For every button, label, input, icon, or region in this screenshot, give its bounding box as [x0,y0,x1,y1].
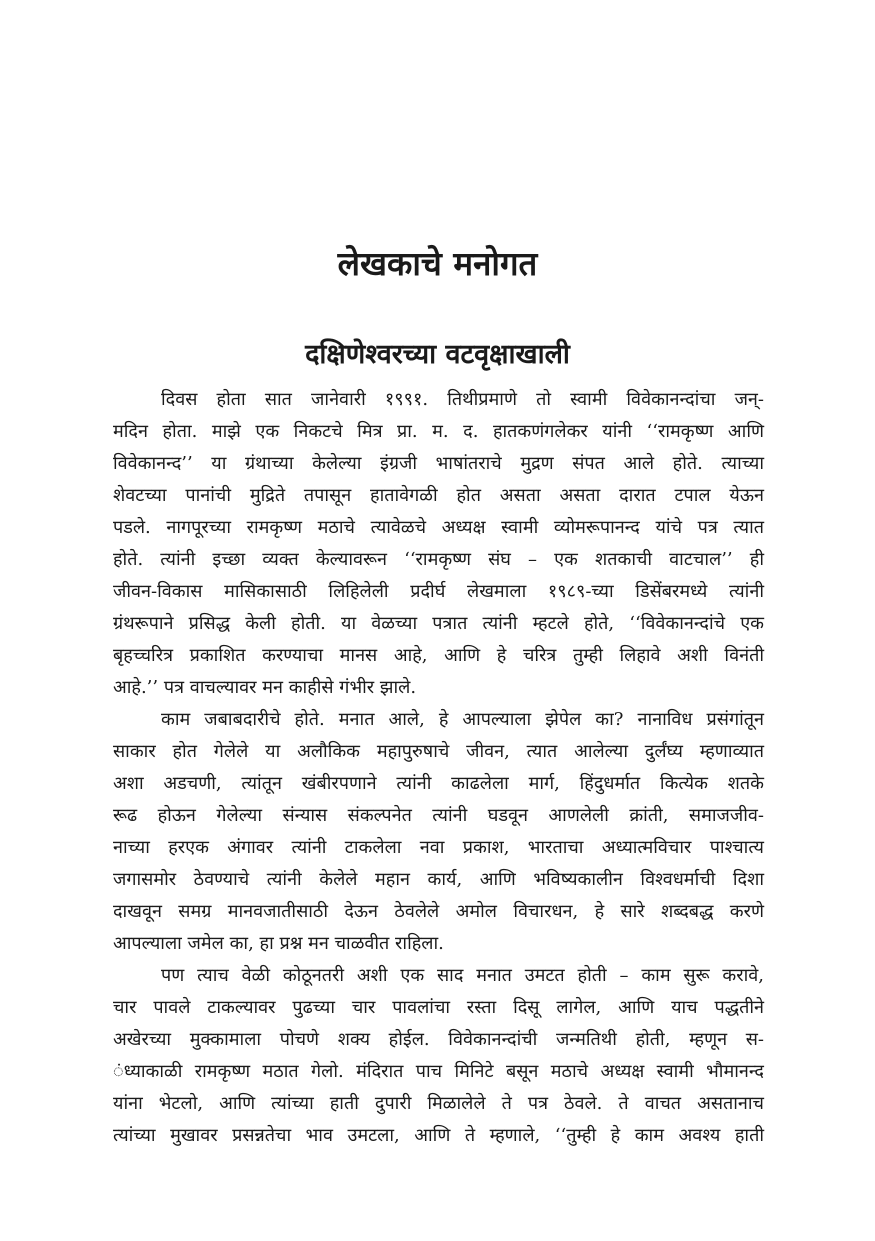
text-line: नाच्या हरएक अंगावर त्यांनी टाकलेला नवा प्रकाश, भारताचा अध्यात्मविचार पाश्चात्य [113,837,764,858]
text-line: यांना भेटलो, आणि त्यांच्या हाती दुपारी मिळालेले ते पत्र ठेवले. ते वाचत असतानाच [113,1093,764,1114]
text-line: साकार होत गेलेले या अलौकिक महापुरुषाचे जीवन, त्यात आलेल्या दुर्लंघ्य म्हणाव्यात [113,741,764,762]
text-line: त्यांच्या मुखावर प्रसन्नतेचा भाव उमटला, आणि ते म्हणाले, ‘‘तुम्ही हे काम अवश्य हाती [113,1125,764,1146]
text-line: मदिन होता. माझे एक निकटचे मित्र प्रा. म. द. हातकणंगलेकर यांनी ‘‘रामकृष्ण आणि [113,421,764,442]
body-text [113,384,764,1152]
text-line: ंध्याकाळी रामकृष्ण मठात गेलो. मंदिरात पाच मिनिटे बसून मठाचे अध्यक्ष स्वामी भौमानन्द [113,1061,764,1082]
text-line: जीवन-विकास मासिकासाठी लिहिलेली प्रदीर्घ लेखमाला १९८९-च्या डिसेंबरमध्ये त्यांनी [113,581,764,602]
text-line: बृहच्चरित्र प्रकाशित करण्याचा मानस आहे, आणि हे चरित्र तुम्ही लिहावे अशी विनंती [113,645,764,666]
text-line: पडले. नागपूरच्या रामकृष्ण मठाचे त्यावेळचे अध्यक्ष स्वामी व्योमरूपानन्द यांचे पत्र त्यात [113,517,764,538]
paragraph [113,960,764,1152]
text-line: अखेरच्या मुक्कामाला पोचणे शक्य होईल. विवेकानन्दांची जन्मतिथी होती, म्हणून स- [113,1029,764,1050]
paragraph [113,384,764,704]
text-line: विवेकानन्द’’ या ग्रंथाच्या केलेल्या इंग्रजी भाषांतराचे मुद्रण संपत आले होते. त्याच्या [113,453,764,474]
text-line: रूढ होऊन गेलेल्या संन्यास संकल्पनेत त्यांनी घडवून आणलेली क्रांती, समाजजीव- [113,805,764,826]
text-line: ग्रंथरूपाने प्रसिद्ध केली होती. या वेळच्या पत्रात त्यांनी म्हटले होते, ‘‘विवेकानन्दांचे एक [113,613,764,634]
text-line: अशा अडचणी, त्यांतून खंबीरपणाने त्यांनी काढलेला मार्ग, हिंदुधर्मात कित्येक शतके [113,773,764,794]
text-line: पण त्याच वेळी कोठूनतरी अशी एक साद मनात उमटत होती – काम सुरू करावे, [161,965,764,986]
text-line: शेवटच्या पानांची मुद्रिते तपासून हातावेगळी होत असता असता दारात टपाल येऊन [113,485,764,506]
text-line: होते. त्यांनी इच्छा व्यक्त केल्यावरून ‘‘रामकृष्ण संघ – एक शतकाची वाटचाल’’ ही [113,549,764,570]
text-line: जगासमोर ठेवण्याचे त्यांनी केलेले महान कार्य, आणि भविष्यकालीन विश्वधर्माची दिशा [113,869,764,890]
text-line: दाखवून समग्र मानवजातीसाठी देऊन ठेवलेले अमोल विचारधन, हे सारे शब्दबद्ध करणे [113,901,764,922]
text-line: दिवस होता सात जानेवारी १९९१. तिथीप्रमाणे तो स्वामी विवेकानन्दांचा जन्- [161,389,764,410]
paragraph [113,704,764,960]
chapter-title: लेखकाचे मनोगत [337,244,538,283]
text-line: काम जबाबदारीचे होते. मनात आले, हे आपल्याला झेपेल का? नानाविध प्रसंगांतून [161,709,764,730]
text-line: चार पावले टाकल्यावर पुढच्या चार पावलांचा रस्ता दिसू लागेल, आणि याच पद्धतीने [113,997,765,1018]
section-title: दक्षिणेश्वरच्या वटवृक्षाखाली [305,339,570,370]
text-line: आपल्याला जमेल का, हा प्रश्न मन चाळवीत राहिला. [113,933,444,954]
text-line: आहे.’’ पत्र वाचल्यावर मन काहीसे गंभीर झाले. [113,677,417,698]
